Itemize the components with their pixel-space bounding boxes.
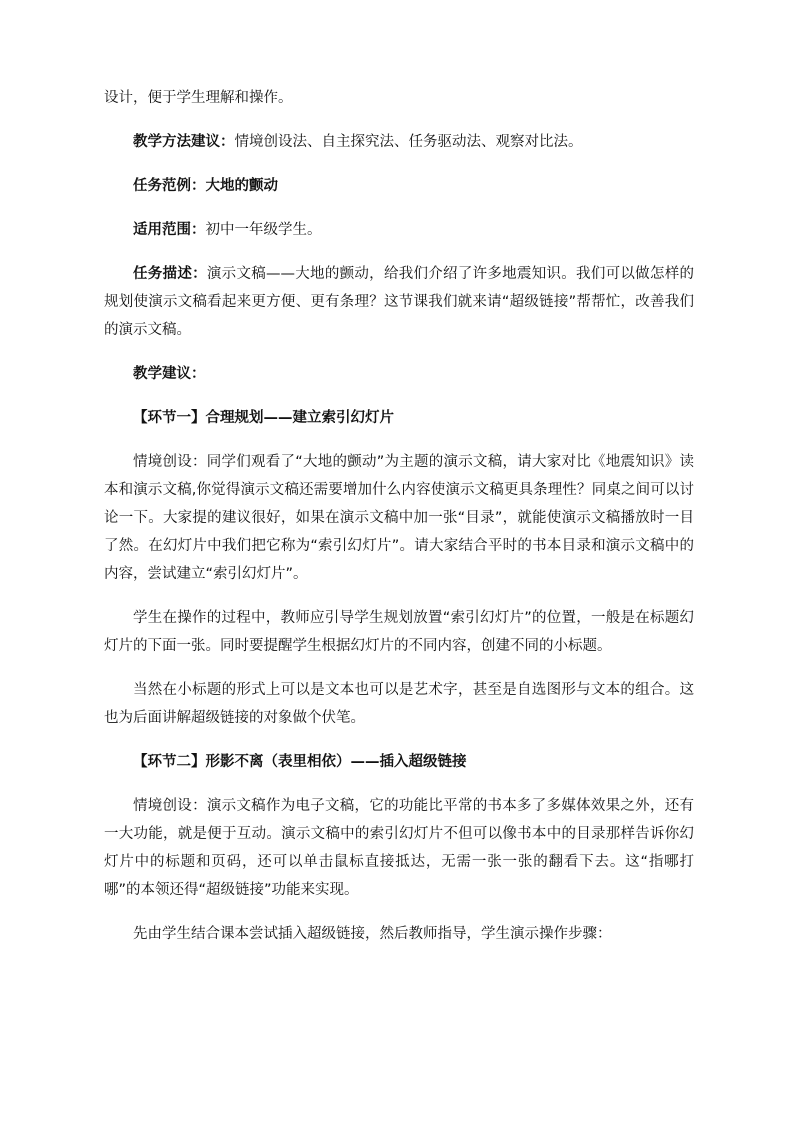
paragraph-section-two-steps [104,920,694,948]
scope-text: 初中一年级学生。 [205,222,322,238]
task-example-text: 大地的颤动 [205,178,278,194]
paragraph-section-one-note [104,676,694,732]
paragraph-task-description [104,260,694,344]
paragraph-section-one-guidance [104,604,694,660]
paragraph-text: 当然在小标题的形式上可以是文本也可以是艺术字，甚至是自选图形与文本的组合。这也为后面讲解超级链接的对象做个伏笔。 [104,682,694,726]
document-body [104,84,694,964]
heading-teaching-suggestions [104,360,694,388]
paragraph-intro-continuation [104,84,694,112]
paragraph-text: 设计，便于学生理解和操作。 [104,90,293,106]
heading-text: 【环节二】形影不离（表里相依）——插入超级链接 [133,754,467,770]
paragraph-scope [104,216,694,244]
task-example-label: 任务范例： [133,178,206,194]
paragraph-text: 学生在操作的过程中，教师应引导学生规划放置“索引幻灯片”的位置，一般是在标题幻灯片的下面一张。同时要提醒学生根据幻灯片的不同内容，创建不同的小标题。 [104,610,694,654]
teaching-methods-label: 教学方法建议： [133,134,235,150]
paragraph-teaching-methods [104,128,694,156]
heading-text: 【环节一】合理规划——建立索引幻灯片 [133,410,394,426]
paragraph-section-one-scenario [104,448,694,588]
paragraph-text: 情境创设：演示文稿作为电子文稿，它的功能比平常的书本多了多媒体效果之外，还有一大功能，就是便于互动。演示文稿中的索引幻灯片不但可以像书本中的目录那样告诉你幻灯片中的标题和页码，还可以单击鼠标直接抵达，无需一张一张的翻看下去。这“指哪打哪”的本领还得“超级链接”功能来实现。 [104,798,694,898]
paragraph-section-two-scenario [104,792,694,904]
task-description-text: 演示文稿——大地的颤动，给我们介绍了许多地震知识。我们可以做怎样的规划使演示文稿看起来更方便、更有条理？这节课我们就来请“超级链接”帮帮忙，改善我们的演示文稿。 [104,266,694,338]
teaching-methods-text: 情境创设法、自主探究法、任务驱动法、观察对比法。 [234,134,583,150]
scope-label: 适用范围： [133,222,206,238]
task-description-label: 任务描述： [133,266,207,282]
heading-section-two [104,748,694,776]
heading-text: 教学建议： [133,366,206,382]
paragraph-text: 情境创设：同学们观看了“大地的颤动”为主题的演示文稿，请大家对比《地震知识》读本和演示文稿,你觉得演示文稿还需要增加什么内容使演示文稿更具条理性？同桌之间可以讨论一下。大家提的建议很好，如果在演示文稿中加一张“目录”，就能使演示文稿播放时一目了然。在幻灯片中我们把它称为“索引幻灯片”。请大家结合平时的书本目录和演示文稿中的内容，尝试建立“索引幻灯片”。 [104,454,694,582]
paragraph-task-example [104,172,694,200]
paragraph-text: 先由学生结合课本尝试插入超级链接，然后教师指导，学生演示操作步骤： [133,926,612,942]
heading-section-one [104,404,694,432]
